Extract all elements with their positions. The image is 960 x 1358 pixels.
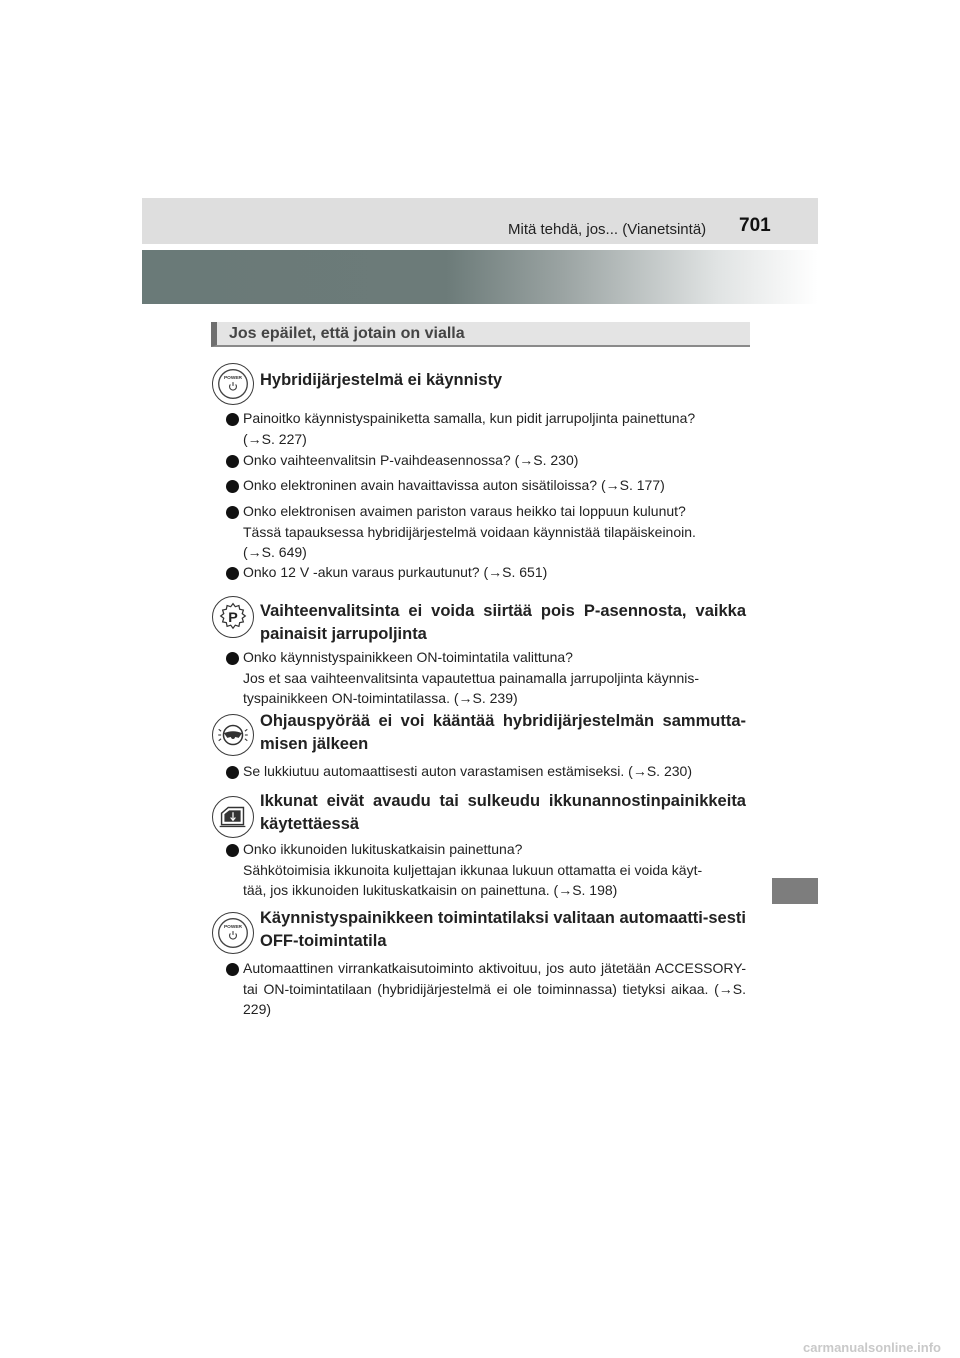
running-header-title: Mitä tehdä, jos... (Vianetsintä) — [508, 221, 707, 238]
bullet-text: Onko ikkunoiden lukituskatkaisin painettuna? Sähkötoimisia ikkunoita kuljettajan ikkunaa lukuun ottamatta ei voida käyt- tää, jos ikkunoiden lukituskatkaisin on painettuna. (→S. 198) — [243, 841, 703, 898]
bullet-text: Onko elektroninen avain havaittavissa auton sisätiloissa? (→S. 177) — [243, 477, 665, 493]
item-title-auto-off: Käynnistyspainikkeen toimintatilaksi valitaan automaatti-sesti OFF-toimintatila — [260, 909, 746, 950]
bullet-icon — [226, 480, 239, 493]
steering-lock-icon — [212, 714, 254, 756]
bullet-icon — [226, 506, 239, 519]
section-heading — [211, 322, 750, 347]
power-icon-label: POWER — [224, 376, 242, 382]
section-heading-text: Jos epäilet, että jotain on vialla — [229, 325, 465, 342]
item-title-steering: Ohjauspyörää ei voi kääntää hybridijärjestelmän sammutta-misen jälkeen — [260, 712, 746, 753]
item-title-windows: Ikkunat eivät avaudu tai sulkeudu ikkunannostinpainikkeita käytettäessä — [260, 792, 746, 833]
power-button-icon — [212, 912, 254, 954]
bullet-text: Onko elektronisen avaimen pariston varaus heikko tai loppuun kulunut? Tässä tapauksessa hybridijärjestelmä voidaan käynnistää tilapäiskeinoin. (→S. 649) — [243, 503, 696, 560]
page-number: 701 — [739, 215, 771, 236]
item-title-shift-lock: Vaihteenvalitsinta ei voida siirtää pois P-asennosta, vaikka painaisit jarrupoljinta — [260, 602, 746, 643]
bullet-text: Onko vaihteenvalitsin P-vaihdeasennossa? (→S. 230) — [243, 452, 579, 468]
chapter-banner — [142, 250, 818, 304]
bullet-text: Automaattinen virrankatkaisutoiminto aktivoituu, jos auto jätetään ACCESSORY- tai ON-toimintatilaan (hybridijärjestelmä ei ole toiminnassa) tietyksi aikaa. (→S. 229) — [243, 960, 746, 1017]
power-icon-label: POWER — [224, 925, 242, 931]
bullet-text: Onko käynnistyspainikkeen ON-toimintatila valittuna? Jos et saa vaihteenvalitsinta vapautettua painamalla jarrupoljinta käynnis- tyspainikkeen ON-toimintatilassa. (→S. 239) — [243, 649, 700, 706]
bullet-icon — [226, 766, 239, 779]
bullet-icon — [226, 413, 239, 426]
p-gear-icon — [212, 596, 254, 638]
bullet-icon — [226, 652, 239, 665]
bullet-icon — [226, 455, 239, 468]
bullet-text: Se lukkiutuu automaattisesti auton varastamisen estämiseksi. (→S. 230) — [243, 763, 692, 779]
bullet-icon — [226, 567, 239, 580]
bullet-text: Painoitko käynnistyspainiketta samalla, kun pidit jarrupoljinta painettuna? (→S. 227) — [243, 410, 696, 447]
p-icon-label: P — [228, 610, 238, 627]
power-button-icon — [212, 363, 254, 405]
chapter-side-tab — [772, 878, 818, 904]
watermark: carmanualsonline.info — [803, 1340, 941, 1355]
item-title-no-start: Hybridijärjestelmä ei käynnisty — [260, 371, 503, 389]
running-header-bar — [142, 198, 818, 244]
bullet-icon — [226, 963, 239, 976]
bullet-text: Onko 12 V -akun varaus purkautunut? (→S. 651) — [243, 564, 548, 580]
window-switch-icon — [212, 796, 254, 838]
bullet-icon — [226, 844, 239, 857]
